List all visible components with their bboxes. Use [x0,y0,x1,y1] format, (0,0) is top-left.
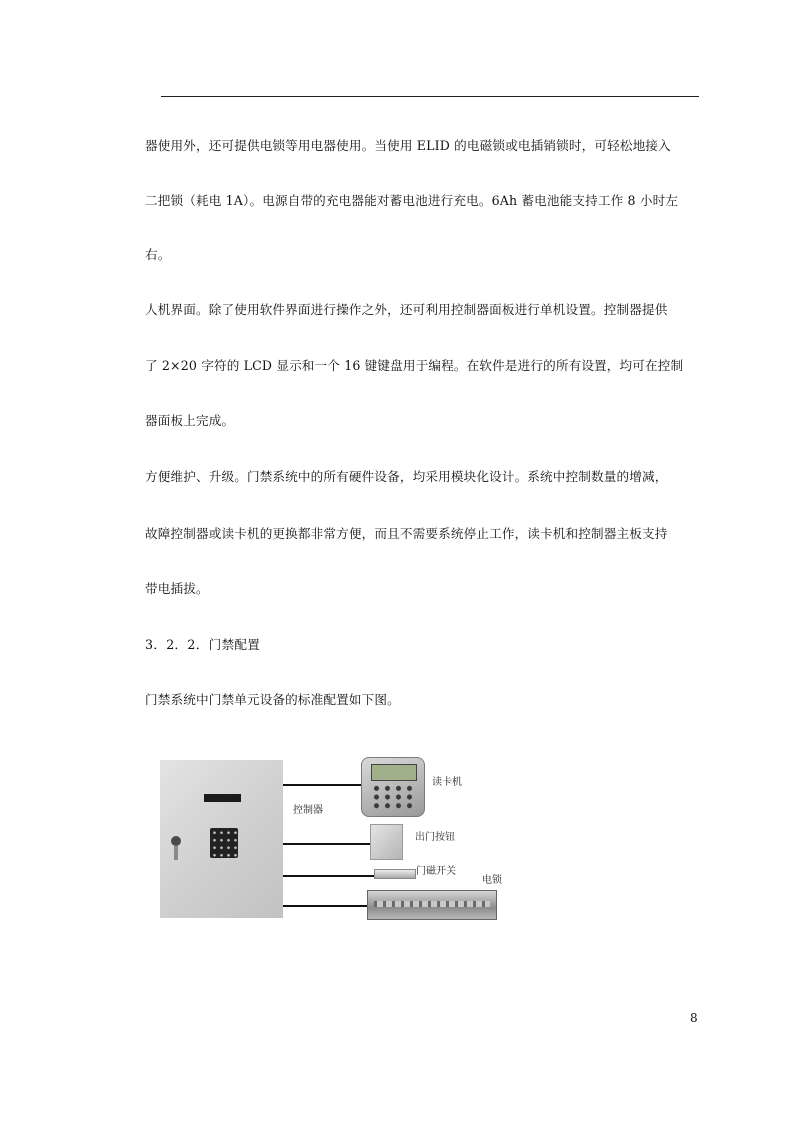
wire-lock [283,905,368,907]
figure-intro: 门禁系统中门禁单元设备的标准配置如下图。 [145,692,400,707]
paragraph-line: 二把锁（耗电 1A）。电源自带的充电器能对蓄电池进行充电。6Ah 蓄电池能支持工作 8 小时左 [145,193,679,208]
page-number: 8 [690,1011,698,1025]
electric-lock-image [367,890,497,920]
panel-keypad-icon [210,828,238,858]
paragraph-line: 故障控制器或读卡机的更换都非常方便，而且不需要系统停止工作，读卡机和控制器主板支持 [145,526,668,541]
card-reader-image [361,757,425,817]
paragraph-line: 器使用外，还可提供电锁等用电器使用。当使用 ELID 的电磁锁或电插销锁时，可轻松地接入 [145,138,671,153]
panel-lock-key-icon [171,836,181,846]
wire-exit-button [283,843,371,845]
paragraph-line: 带电插拔。 [145,581,209,596]
paragraph-line: 右。 [145,247,171,262]
section-heading: 3．2．2．门禁配置 [145,637,261,652]
paragraph-line: 器面板上完成。 [145,413,235,428]
panel-key-stem [174,846,178,860]
controller-panel-image [160,760,283,918]
panel-display-slot [204,794,241,802]
wire-door-sensor [283,875,375,877]
exit-button-label: 出门按钮 [415,832,455,843]
wire-reader [283,784,363,786]
exit-button-image [370,824,403,860]
controller-label: 控制器 [293,805,323,816]
paragraph-line: 人机界面。除了使用软件界面进行操作之外，还可利用控制器面板进行单机设置。控制器提供 [145,302,668,317]
header-rule [161,96,699,97]
paragraph-line: 了 2×20 字符的 LCD 显示和一个 16 键键盘用于编程。在软件是进行的所有设置，均可在控制 [145,358,684,373]
lock-label: 电锁 [482,875,502,886]
paragraph-line: 方便维护、升级。门禁系统中的所有硬件设备，均采用模块化设计。系统中控制数量的增减， [145,469,668,484]
door-sensor-image [374,869,416,879]
access-control-figure [160,757,502,919]
door-sensor-label: 门磁开关 [416,866,456,877]
reader-lcd-screen [371,764,417,781]
reader-label: 读卡机 [432,777,462,788]
reader-keypad-icon [371,784,415,810]
